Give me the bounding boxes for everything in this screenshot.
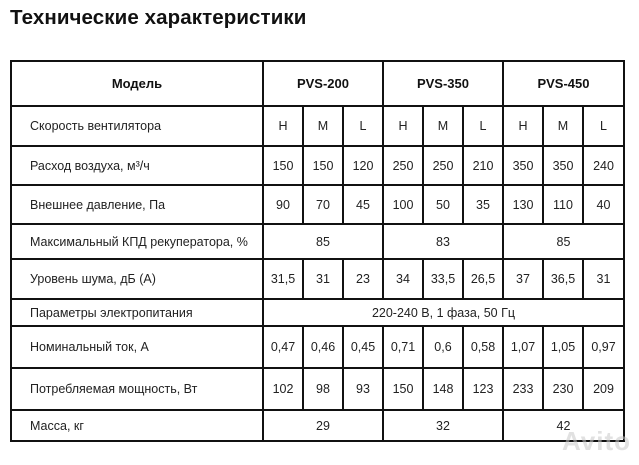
cell: 210: [463, 146, 503, 185]
cell: 233: [503, 368, 543, 410]
cell: 98: [303, 368, 343, 410]
cell: 50: [423, 185, 463, 224]
cell: L: [343, 106, 383, 146]
model-pvs-200: PVS-200: [263, 61, 383, 106]
table-row-efficiency: [11, 224, 624, 259]
cell: 0,58: [463, 326, 503, 368]
cell: 0,45: [343, 326, 383, 368]
model-header: Модель: [11, 61, 263, 106]
cell: 120: [343, 146, 383, 185]
cell: 93: [343, 368, 383, 410]
cell: 123: [463, 368, 503, 410]
cell: H: [383, 106, 423, 146]
model-pvs-350: PVS-350: [383, 61, 503, 106]
cell: 110: [543, 185, 583, 224]
cell: 31: [303, 259, 343, 299]
row-label: Номинальный ток, А: [11, 326, 263, 368]
cell: 23: [343, 259, 383, 299]
row-label: Скорость вентилятора: [11, 106, 263, 146]
cell: 85: [503, 224, 624, 259]
cell: 0,6: [423, 326, 463, 368]
cell: 102: [263, 368, 303, 410]
table-row-noise: [11, 259, 624, 299]
cell: 350: [543, 146, 583, 185]
table-row-power-supply: [11, 299, 624, 326]
cell: 250: [423, 146, 463, 185]
avito-watermark: Avito: [561, 426, 631, 456]
model-pvs-450: PVS-450: [503, 61, 624, 106]
cell: 0,97: [583, 326, 624, 368]
cell: 230: [543, 368, 583, 410]
cell: M: [423, 106, 463, 146]
cell: 350: [503, 146, 543, 185]
cell: 31,5: [263, 259, 303, 299]
row-label: Максимальный КПД рекуператора, %: [11, 224, 263, 259]
cell: 26,5: [463, 259, 503, 299]
cell: 150: [303, 146, 343, 185]
cell: 1,07: [503, 326, 543, 368]
cell: M: [303, 106, 343, 146]
row-label: Расход воздуха, м³/ч: [11, 146, 263, 185]
cell: 40: [583, 185, 624, 224]
cell: 42: [503, 410, 624, 441]
specifications-table: [10, 60, 625, 442]
table-row-pressure: [11, 185, 624, 224]
cell: 70: [303, 185, 343, 224]
cell: 100: [383, 185, 423, 224]
cell: M: [543, 106, 583, 146]
cell: 29: [263, 410, 383, 441]
cell: 35: [463, 185, 503, 224]
cell: L: [583, 106, 624, 146]
cell: 250: [383, 146, 423, 185]
row-label: Масса, кг: [11, 410, 263, 441]
cell: 209: [583, 368, 624, 410]
table-row-consumption: [11, 368, 624, 410]
table-row-current: [11, 326, 624, 368]
cell: 148: [423, 368, 463, 410]
cell: 130: [503, 185, 543, 224]
row-label: Внешнее давление, Па: [11, 185, 263, 224]
cell: L: [463, 106, 503, 146]
cell: 85: [263, 224, 383, 259]
cell: 34: [383, 259, 423, 299]
row-label: Потребляемая мощность, Вт: [11, 368, 263, 410]
cell: 1,05: [543, 326, 583, 368]
cell: 36,5: [543, 259, 583, 299]
cell: H: [503, 106, 543, 146]
cell: H: [263, 106, 303, 146]
cell: 150: [383, 368, 423, 410]
cell: 0,47: [263, 326, 303, 368]
row-label: Уровень шума, дБ (А): [11, 259, 263, 299]
cell: 83: [383, 224, 503, 259]
table-row-mass: [11, 410, 624, 441]
cell: 32: [383, 410, 503, 441]
cell: 33,5: [423, 259, 463, 299]
cell: 37: [503, 259, 543, 299]
cell: 45: [343, 185, 383, 224]
cell: 0,71: [383, 326, 423, 368]
header-row: [11, 61, 624, 106]
cell: 240: [583, 146, 624, 185]
cell: 90: [263, 185, 303, 224]
page-title: Технические характеристики: [10, 6, 307, 29]
cell: 0,46: [303, 326, 343, 368]
table-row-airflow: [11, 146, 624, 185]
cell: 31: [583, 259, 624, 299]
cell: 150: [263, 146, 303, 185]
table-row-speed: [11, 106, 624, 146]
cell: 220-240 В, 1 фаза, 50 Гц: [263, 299, 624, 326]
row-label: Параметры электропитания: [11, 299, 263, 326]
